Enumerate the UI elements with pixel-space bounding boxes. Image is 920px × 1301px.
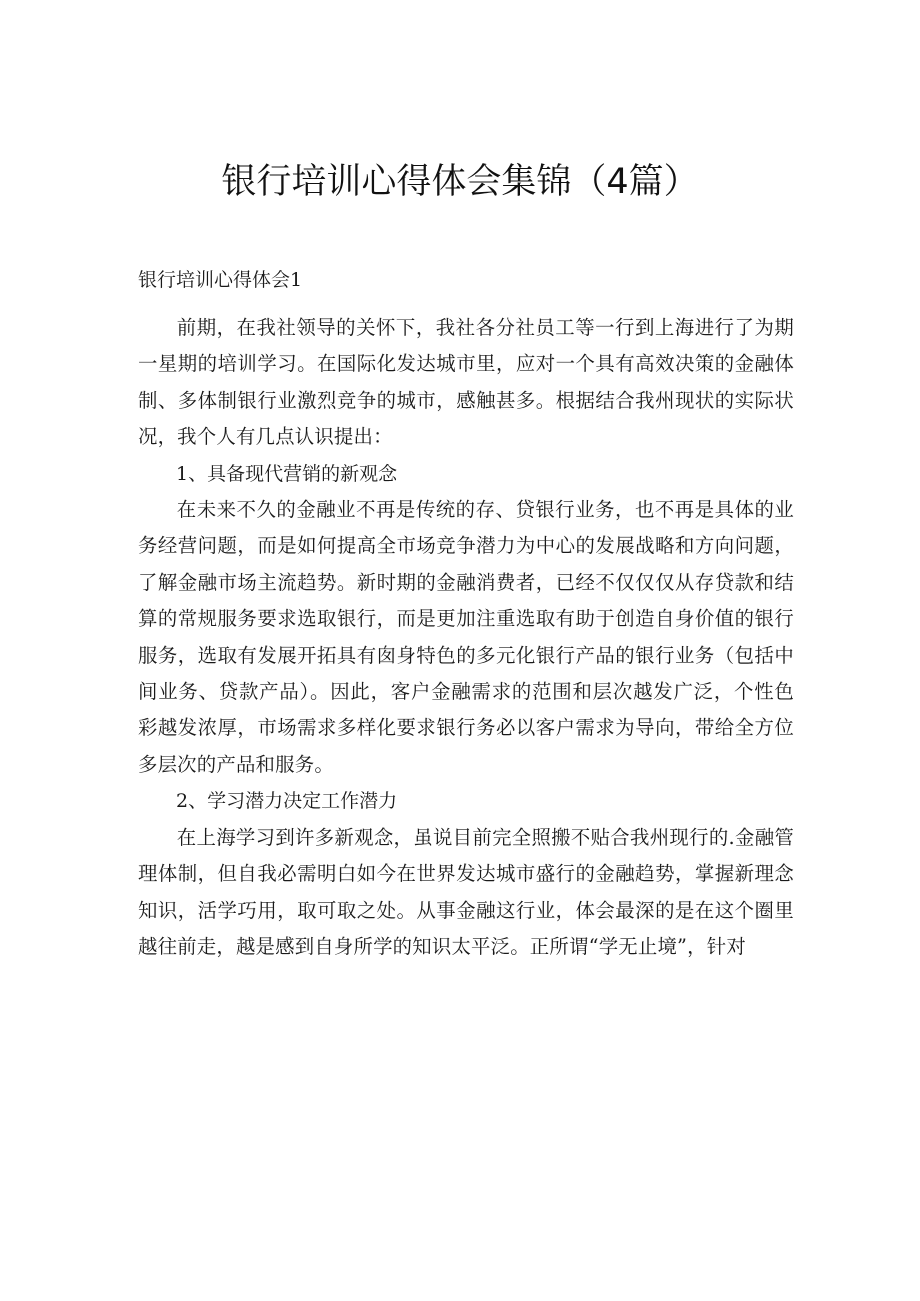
paragraph-marketing: 在未来不久的金融业不再是传统的存、贷银行业务，也不再是具体的业务经营问题，而是如何提高全市场竞争潜力为中心的发展战略和方向问题，了解金融市场主流趋势。新时期的金融消费者，已经不仅仅仅从存贷款和结算的常规服务要求选取银行，而是更加注重选取有助于创造自身价值的银行服务，选取有发展开拓具有囱身特色的多元化银行产品的银行业务（包括中间业务、贷款产品）。因此，客户金融需求的范围和层次越发广泛，个性色彩越发浓厚，市场需求多样化要求银行务必以客户需求为导向，带给全方位多层次的产品和服务。 <box>138 498 794 776</box>
paragraph-learning: 在上海学习到许多新观念，虽说目前完全照搬不贴合我州现行的.金融管理体制，但自我必需明白如今在世界发达城市盛行的金融趋势，掌握新理念知识，活学巧用，取可取之处。从事金融这行业，体会最深的是在这个圈里越往前走，越是感到自身所学的知识太平泛。正所谓“学无止境”，针对 <box>138 825 794 958</box>
paragraph-intro: 前期，在我社领导的关怀下，我社各分社员工等一行到上海进行了为期一星期的培训学习。在国际化发达城市里，应对一个具有高效决策的金融体制、多体制银行业激烈竞争的城市，感触甚多。根据结合我州现状的实际状况，我个人有几点认识提出： <box>138 316 794 449</box>
subheading-2: 2、学习潜力决定工作潜力 <box>176 790 398 813</box>
document-body <box>138 310 794 965</box>
section-heading: 银行培训心得体会1 <box>138 269 303 291</box>
document-title: 银行培训心得体会集锦（4篇） <box>221 162 699 202</box>
subheading-1: 1、具备现代营销的新观念 <box>176 462 398 485</box>
